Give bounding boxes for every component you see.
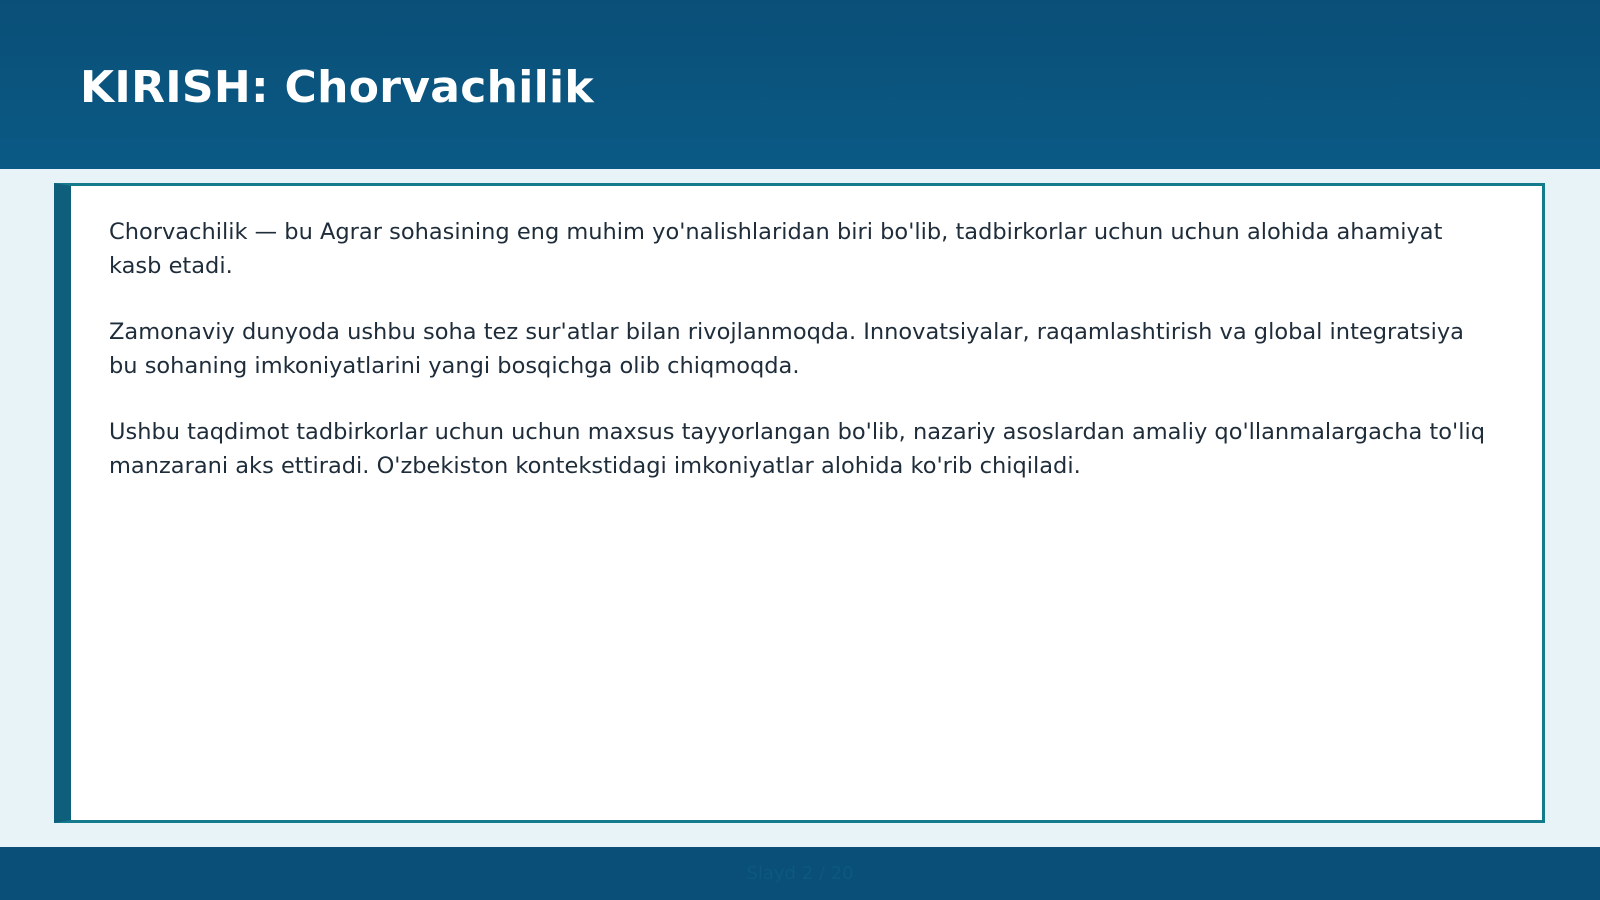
content-card [54, 183, 1545, 823]
slide-title: KIRISH: Chorvachilik [80, 62, 594, 113]
slide-number: Slayd 2 / 20 [746, 863, 854, 884]
presentation-purpose-paragraph: Ushbu taqdimot tadbirkorlar uchun uchun maxsus tayyorlangan bo'lib, nazariy asoslardan amaliy qo'llanmalargacha to'liq manzarani aks ettiradi. O'zbekiston kontekstidagi imkoniyatlar alohida ko'rib chiqiladi. [109, 419, 1485, 479]
modern-world-paragraph: Zamonaviy dunyoda ushbu soha tez sur'atlar bilan rivojlanmoqda. Innovatsiyalar, raqamlashtirish va global integratsiya bu sohaning imkoniyatlarini yangi bosqichga olib chiqmoqda. [109, 319, 1464, 379]
slide-header [0, 0, 1600, 169]
intro-paragraph: Chorvachilik — bu Agrar sohasining eng muhim yo'nalishlaridan biri bo'lib, tadbirkorlar uchun uchun alohida ahamiyat kasb etadi. [109, 219, 1443, 279]
slide-footer [0, 847, 1600, 900]
